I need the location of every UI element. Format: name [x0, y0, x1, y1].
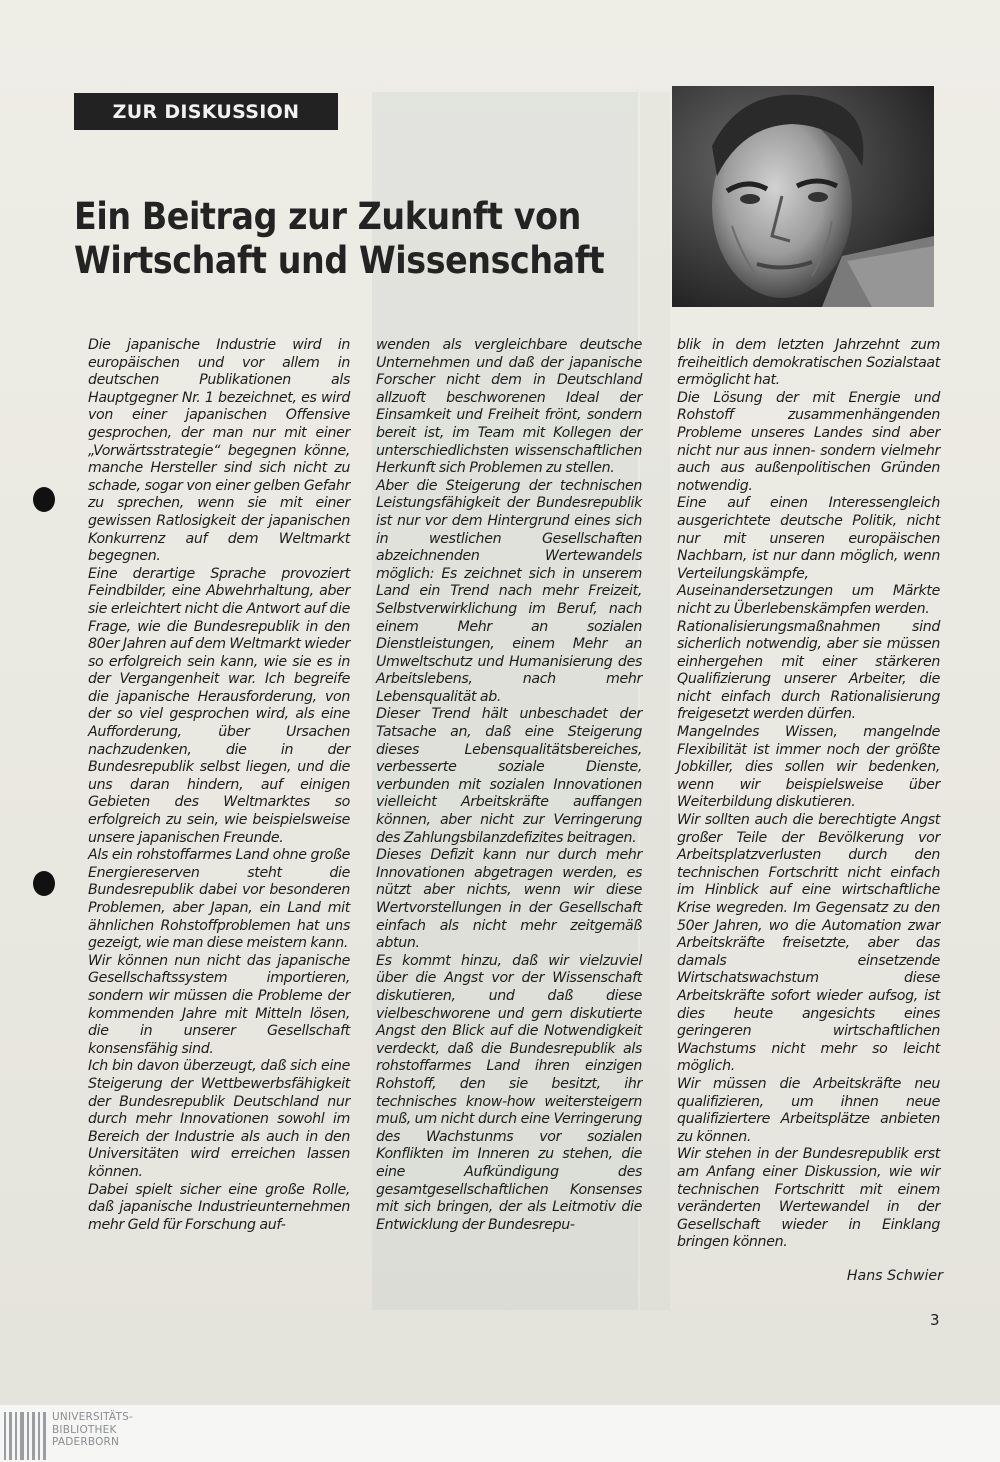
- paragraph: Wir stehen in der Bundesrepublik erst am Anfang einer Diskussion, wie wir technischen Fortschritt mit einem veränderten Wertewandel in der Gesellschaft wieder in Einklang bringen können.: [677, 1146, 940, 1251]
- paragraph: Rationalisierungsmaßnahmen sind sicherlich notwendig, aber sie müssen einhergehen mit einer stärkeren Qualifizierung unserer Arbeiter, die nicht einfach durch Rationalisierung freigesetzt werden dürfen.: [677, 618, 940, 723]
- paragraph: Die japanische Industrie wird in europäischen und vor allem in deutschen Publikationen als Hauptgegner Nr. 1 bezeichnet, es wird von einer japanischen Offensive gesprochen, der man nur mit einer „Vorwärtsstrategie“ begegnen könne, manche Hersteller sind sich nicht zu schade, sogar von einer gelben Gefahr zu sprechen, wenn sie mit einer gewissen Ratlosigkeit der japanischen Konkurrenz auf dem Weltmarkt begegnen.: [88, 337, 350, 565]
- article-headline: [74, 195, 654, 283]
- library-name-line: UNIVERSITÄTS-: [52, 1411, 133, 1423]
- portrait-photo-icon: [672, 86, 934, 307]
- author-signature: Hans Schwier: [846, 1268, 943, 1284]
- punch-hole-icon: [33, 487, 55, 512]
- paragraph: Aber die Steigerung der technischen Leistungsfähigkeit der Bundesrepublik ist nur vor dem Hintergrund eines sich in westlichen Gesellschaften abzeichnenden Wertewandels möglich: Es zeichnet sich in unserem Land ein Trend nach mehr Freizeit, Selbstverwirklichung im Beruf, nach einem Mehr an sozialen Dienstleistungen, einem Mehr an Umweltschutz und Humanisierung des Arbeitslebens, nach mehr Lebensqualität ab.: [376, 477, 642, 705]
- paragraph: Dabei spielt sicher eine große Rolle, daß japanische Industrieunternehmen mehr Geld für Forschung auf-: [88, 1181, 350, 1233]
- library-logo-icon: [4, 1412, 48, 1460]
- paragraph: Eine derartige Sprache provoziert Feindbilder, eine Abwehrhaltung, aber sie erleichtert nicht die Antwort auf die Frage, wie die Bundesrepublik in den 80er Jahren auf dem Weltmarkt wieder so erfolgreich sein kann, wie sie es in der Vergangenheit war. Ich begreife die japanische Herausforderung, von der so viel gesprochen wird, als eine Aufforderung, über Ursachen nachzudenken, die in der Bundesrepublik selbst liegen, und die uns daran hindern, auf einigen Gebieten des Weltmarktes so erfolgreich zu sein, wie beispielsweise unsere japanischen Freunde.: [88, 565, 350, 846]
- paragraph: Dieser Trend hält unbeschadet der Tatsache an, daß eine Steigerung dieses Lebensqualitätsbereiches, verbesserte soziale Dienste, verbunden mit sozialen Innovationen vielleicht Arbeitskräfte auffangen können, aber nicht zur Verringerung des Zahlungsbilanzdefizites beitragen.: [376, 706, 642, 846]
- paragraph: Eine auf einen Interessengleich ausgerichtete deutsche Politik, nicht nur mit unseren europäischen Nachbarn, ist nur dann möglich, wenn Verteilungskämpfe, Auseinandersetzungen um Märkte nicht zu Überlebenskämpfen werden.: [677, 495, 940, 617]
- digitization-footer: [0, 1405, 1000, 1462]
- paragraph: Dieses Defizit kann nur durch mehr Innovationen abgetragen werden, es nützt aber nichts, wenn wir diese Wertvorstellungen in der Gesellschaft einfach als nicht mehr zeitgemäß abtun.: [376, 847, 642, 952]
- paragraph: Wir sollten auch die berechtigte Angst großer Teile der Bevölkerung vor Arbeitsplatzverlusten durch den technischen Fortschritt nicht einfach im Hinblick auf eine wirtschaftliche Krise wegreden. Im Gegensatz zu den 50er Jahren, wo die Automation zwar Arbeitskräfte freisetzte, aber das damals einsetzende Wirtschatswachstum diese Arbeitskräfte sofort wieder aufsog, ist dies heute angesichts eines geringeren wirtschaftlichen Wachstums nicht mehr so leicht möglich.: [677, 812, 940, 1075]
- library-name-line: BIBLIOTHEK: [52, 1423, 117, 1436]
- paragraph: Wir müssen die Arbeitskräfte neu qualifizieren, um ihnen neue qualifiziertere Arbeitsplätze anbieten zu können.: [677, 1075, 940, 1145]
- paragraph: blik in dem letzten Jahrzehnt zum freiheitlich demokratischen Sozialstaat ermöglicht hat.: [677, 337, 940, 389]
- paragraph: Die Lösung der mit Energie und Rohstoff zusammenhängenden Probleme unseres Landes sind aber nicht nur aus innen- sondern vielmehr auch aus außenpolitischen Gründen notwendig.: [677, 389, 940, 494]
- library-name-line: PADERBORN: [52, 1436, 120, 1449]
- section-label-text: ZUR DISKUSSION: [112, 100, 300, 123]
- headline-line-2: Wirtschaft und Wissenschaft: [74, 239, 605, 282]
- text-column-3: [677, 337, 940, 1252]
- text-column-1: [88, 337, 350, 1234]
- punch-hole-icon: [33, 871, 55, 896]
- paragraph: wenden als vergleichbare deutsche Unternehmen und daß der japanische Forscher nicht dem in Deutschland allzuoft beschworenen Ideal der Einsamkeit und Freiheit frönt, sondern bereit ist, im Team mit Kollegen der unterschiedlichsten wissenschaftlichen Herkunft sich Problemen zu stellen.: [376, 337, 642, 477]
- author-portrait-photo: [672, 86, 934, 307]
- paragraph: Mangelndes Wissen, mangelnde Flexibilität ist immer noch der größte Jobkiller, dies sollen wir bedenken, wenn wir beispielsweise über Weiterbildung diskutieren.: [677, 724, 940, 811]
- page-number: 3: [930, 1311, 940, 1329]
- headline-line-1: Ein Beitrag zur Zukunft von: [74, 195, 581, 238]
- paragraph: Als ein rohstoffarmes Land ohne große Energiereserven steht die Bundesrepublik dabei vor besonderen Problemen, aber Japan, ein Land mit ähnlichen Rohstoffproblemen hat uns gezeigt, wie man diese meistern kann.: [88, 847, 350, 952]
- paragraph: Wir können nun nicht das japanische Gesellschaftssystem importieren, sondern wir müssen die Probleme der kommenden Jahre mit Mitteln lösen, die in unserer Gesellschaft konsensfähig sind.: [88, 952, 350, 1057]
- paragraph: Ich bin davon überzeugt, daß sich eine Steigerung der Wettbewerbsfähigkeit der Bundesrepublik Deutschland nur durch mehr Innovationen sowohl im Bereich der Industrie als auch in den Universitäten wird erreichen lassen können.: [88, 1058, 350, 1180]
- text-column-2: [376, 337, 642, 1234]
- section-label: [74, 93, 338, 130]
- paragraph: Es kommt hinzu, daß wir vielzuviel über die Angst vor der Wissenschaft diskutieren, und daß diese vielbeschworene und gern diskutierte Angst den Blick auf die Notwendigkeit verdeckt, daß die Bundesrepublik als rohstoffarmes Land ihren einzigen Rohstoff, den sie besitzt, ihr technisches know-how weitersteigern muß, um nicht durch eine Verringerung des Wachstunms vor sozialen Konflikten im Inneren zu stehen, die eine Aufkündigung des gesamtgesellschaftlichen Konsenses mit sich bringen, der als Leitmotiv die Entwicklung der Bundesrepu-: [376, 952, 642, 1233]
- library-name: [52, 1411, 133, 1449]
